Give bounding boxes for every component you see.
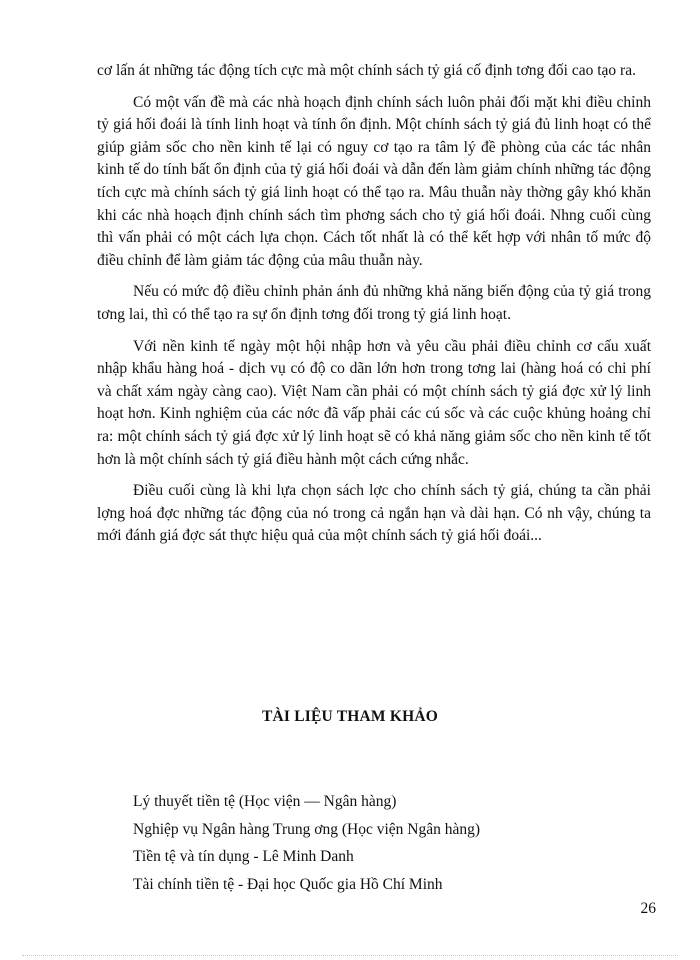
paragraph-3: Nếu có mức độ điều chỉnh phản ánh đủ những khả năng biến động của tỷ giá trong tơng lai, thì có thể tạo ra sự ổn định tơng đối trong tỷ giá linh hoạt. [97,283,651,323]
page-number: 26 [640,900,656,917]
paragraph-5: Điều cuối cùng là khi lựa chọn sách lợc cho chính sách tỷ giá, chúng ta cần phải lợng hoá đợc những tác động của nó trong cả ngắn hạn và dài hạn. Có nh vậy, chúng ta mới đánh giá đợc sát thực hiệu quả của một chính sách tỷ giá hối đoái... [97,482,651,545]
reference-item: Nghiệp vụ Ngân hàng Trung ơng (Học viện Ngân hàng) [133,820,480,838]
body-text [97,60,651,557]
reference-item: Lý thuyết tiền tệ (Học viện — Ngân hàng) [133,793,397,810]
reference-item: Tài chính tiền tệ - Đại học Quốc gia Hồ Chí Minh [133,875,443,893]
paragraph-1: cơ lấn át những tác động tích cực mà một chính sách tỷ giá cố định tơng đối cao tạo ra. [97,62,636,79]
footer-divider [22,955,678,956]
references-heading: TÀI LIỆU THAM KHẢO [262,708,438,725]
paragraph-4: Với nền kinh tế ngày một hội nhập hơn và yêu cầu phải điều chỉnh cơ cấu xuất nhập khẩu hàng hoá - dịch vụ có độ co dãn lớn hơn trong tơng lai (hàng hoá có chi phí và chất xám ngày càng cao). Việt Nam cần phải có một chính sách tỷ giá đợc xử lý linh hoạt hơn. Kinh nghiệm của các nớc đã vấp phải các cú sốc và các cuộc khủng hoảng chỉ ra: một chính sách tỷ giá đợc xử lý linh hoạt sẽ có khả năng giảm sốc cho nền kinh tế tốt hơn là một chính sách tỷ giá điều hành một cách cứng nhắc. [97,337,651,468]
paragraph-2: Có một vấn đề mà các nhà hoạch định chính sách luôn phải đối mặt khi điều chỉnh tỷ giá hối đoái là tính linh hoạt và tính ổn định. Một chính sách tỷ giá đủ linh hoạt có thể giúp giảm sốc cho nền kinh tế lại có nguy cơ tạo ra tâm lý đề phòng của các tác nhân kinh tế do tính bất ổn định của tỷ giá hối đoái và dẫn đến làm giảm chính những tác động tích cực mà chính sách tỷ giá linh hoạt có thể tạo ra. Mâu thuẫn này thờng gây khó khăn khi các nhà hoạch định chính sách tìm phơng sách cho tỷ giá hối đoái. Nhng cuối cùng thì vấn phải có một cách lựa chọn. Cách tốt nhất là có thể kết hợp với nhân tố mức độ điều chỉnh để làm giảm tác động của mâu thuẫn này. [97,93,651,269]
references-list [133,788,633,898]
reference-item: Tiền tệ và tín dụng - Lê Minh Danh [133,848,354,865]
